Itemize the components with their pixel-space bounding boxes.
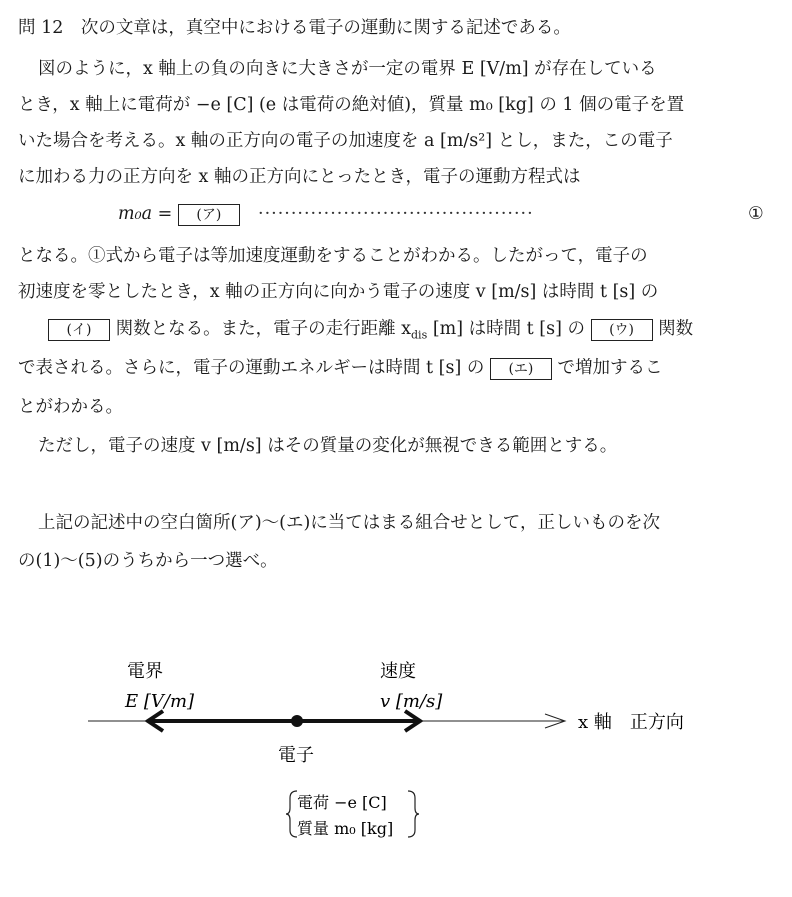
brace-right (408, 791, 419, 837)
paragraph1-line1: 図のように，x 軸上の負の向きに大きさが一定の電界 E [V/m] が存在している (38, 59, 657, 79)
paragraph4-line1: 上記の記述中の空白箇所(ア)～(エ)に当てはまる組合せとして，正しいものを次 (38, 513, 660, 533)
paragraph3: ただし，電子の速度 v [m/s] はその質量の変化が無視できる範囲とする。 (38, 436, 618, 456)
charge-label: 電荷 −e [C] (297, 793, 387, 812)
paragraph2-line4-text-a: で表される。さらに，電子の運動エネルギーは時間 t [s] の (18, 358, 485, 378)
subscript-dis: dis (411, 328, 428, 342)
blank-u: (ウ) (591, 319, 653, 341)
brace-left (286, 791, 297, 837)
field-symbol: E [V/m] (125, 691, 195, 712)
paragraph2-line5: とがわかる。 (18, 397, 123, 417)
paragraph2-line2: 初速度を零としたとき，x 軸の正方向に向かう電子の速度 v [m/s] は時間 t [s] の (18, 282, 659, 302)
paragraph1-line3: いた場合を考える。x 軸の正方向の電子の加速度を a [m/s²] とし，また，この電子 (18, 131, 673, 151)
equation-number: ① (748, 204, 764, 224)
velocity-label: 速度 (380, 661, 416, 682)
blank-i: (イ) (48, 319, 110, 341)
paragraph1-line2: とき，x 軸上に電荷が −e [C] (e は電荷の絶対値)，質量 m₀ [kg] の 1 個の電子を置 (18, 95, 685, 115)
paragraph2-line4 (18, 357, 663, 380)
x-axis-label: x 軸 正方向 (578, 712, 684, 733)
paragraph2-line3-text-b: [m] は時間 t [s] の (432, 319, 585, 339)
field-label: 電界 (127, 661, 163, 682)
electron-dot (291, 715, 303, 727)
equation-line (118, 203, 240, 226)
paragraph4-line2: の(1)～(5)のうちから一つ選べ。 (18, 551, 278, 571)
blank-e: (エ) (490, 358, 552, 380)
equation-leader-dots: ·········································· (258, 204, 534, 224)
electron-label: 電子 (278, 745, 314, 766)
paragraph1-line4: に加わる力の正方向を x 軸の正方向にとったとき，電子の運動方程式は (18, 167, 581, 187)
paragraph2-line4-text-b: で増加するこ (557, 358, 663, 378)
paragraph2-line3-text-c: 関数 (658, 319, 694, 339)
question-header: 問 12 次の文章は，真空中における電子の運動に関する記述である。 (18, 18, 571, 38)
paragraph2-line3 (18, 318, 693, 347)
paragraph2-line1: となる。①式から電子は等加速度運動をすることがわかる。したがって，電子の (18, 246, 648, 266)
mass-label: 質量 m₀ [kg] (297, 819, 394, 838)
blank-a: (ア) (178, 204, 240, 226)
electron-field-diagram (0, 640, 792, 870)
paragraph2-line3-text-a: 関数となる。また，電子の走行距離 x (115, 319, 412, 339)
equation-lhs: m₀a = (118, 204, 173, 224)
velocity-symbol: v [m/s] (380, 691, 443, 712)
